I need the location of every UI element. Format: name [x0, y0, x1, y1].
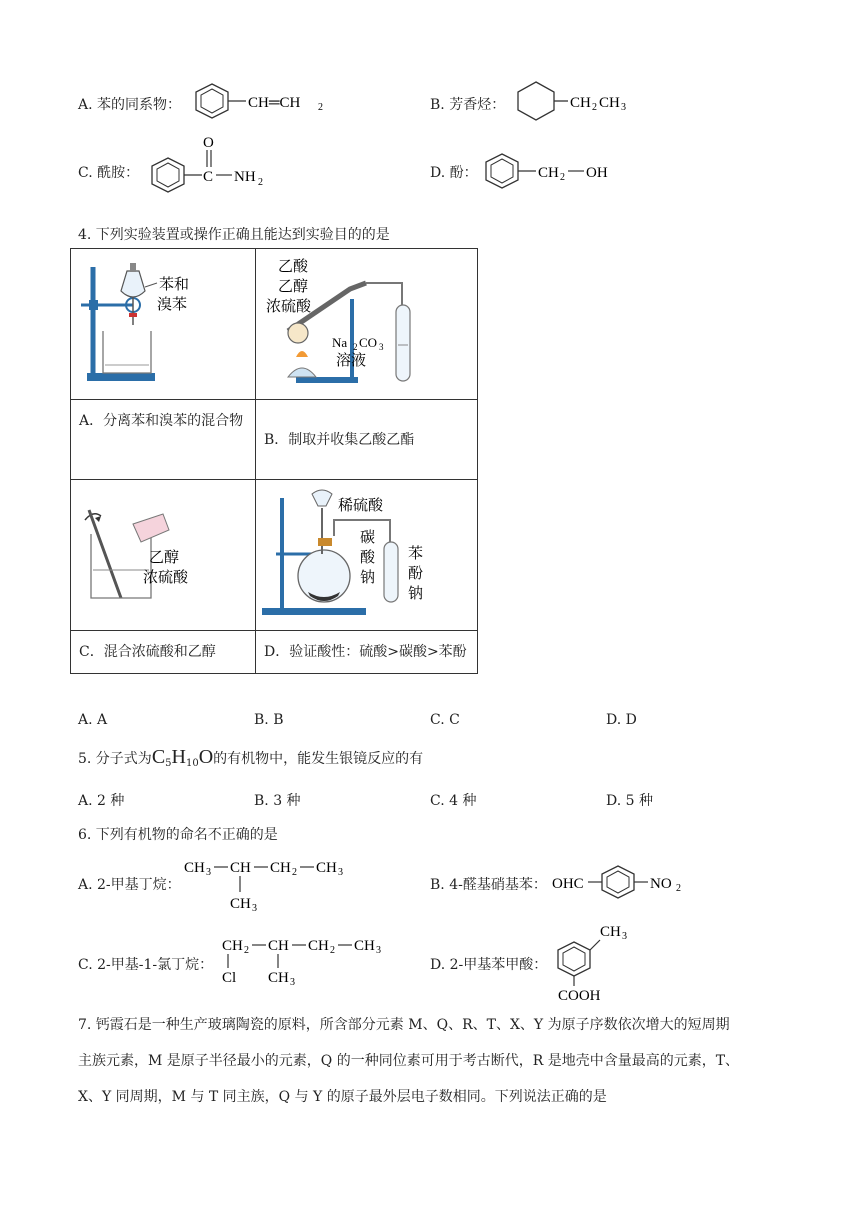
caption-c: C．混合浓硫酸和乙醇 — [71, 631, 256, 674]
q5-option-a: A. 2 种 — [78, 793, 125, 809]
svg-text:2: 2 — [353, 342, 358, 352]
q3-b-label: B. 芳香烃： — [430, 97, 506, 113]
benzamide-structure — [146, 132, 276, 196]
q4-option-d: D. D — [606, 712, 637, 728]
svg-text:3: 3 — [252, 903, 257, 914]
svg-text:溶液: 溶液 — [336, 353, 367, 369]
svg-text:浓硫酸: 浓硫酸 — [266, 299, 312, 315]
svg-text:3: 3 — [622, 931, 627, 942]
svg-text:Cl: Cl — [222, 970, 237, 986]
svg-text:2: 2 — [560, 172, 565, 183]
svg-text:钠: 钠 — [360, 570, 376, 586]
q5-option-c: C. 4 种 — [430, 793, 477, 809]
caption-b: B．制取并收集乙酸乙酯 — [256, 400, 478, 480]
chloromethylbutane-structure — [220, 932, 380, 988]
q4-option-c: C. C — [430, 712, 460, 728]
svg-text:浓硫酸: 浓硫酸 — [143, 570, 189, 586]
separatory-funnel-figure — [71, 249, 255, 395]
svg-text:乙酸: 乙酸 — [278, 259, 309, 275]
svg-text:CH: CH — [600, 924, 621, 940]
q4-option-b: B. B — [254, 712, 284, 728]
caption-a: A．分离苯和溴苯的混合物 — [71, 400, 256, 480]
svg-text:CH: CH — [222, 938, 243, 954]
svg-text:CH: CH — [184, 860, 205, 876]
svg-text:Na: Na — [332, 335, 348, 350]
svg-text:碳: 碳 — [360, 530, 376, 546]
svg-text:CH: CH — [268, 970, 289, 986]
svg-text:OH: OH — [586, 165, 608, 181]
svg-text:2: 2 — [244, 945, 249, 956]
styrene-structure — [190, 80, 340, 122]
svg-text:3: 3 — [621, 102, 626, 113]
svg-text:2: 2 — [330, 945, 335, 956]
styrene-formula: CH═CH — [248, 95, 301, 111]
q3-a-label: A. 苯的同系物： — [78, 97, 182, 113]
svg-text:CH: CH — [599, 95, 620, 111]
mixing-acid-figure — [71, 480, 255, 626]
q6-b-label: B. 4-醛基硝基苯： — [430, 877, 547, 893]
q7-line-2: 主族元素，M 是原子半径最小的元素，Q 的一种同位素可用于考古断代，R 是地壳中含量最高的元素，T、 — [78, 1053, 740, 1069]
svg-text:CH: CH — [230, 896, 251, 912]
q4-option-a: A. A — [78, 712, 108, 728]
q4-stem: 4. 下列实验装置或操作正确且能达到实验目的的是 — [78, 227, 390, 243]
svg-text:3: 3 — [338, 867, 343, 878]
svg-text:乙醇: 乙醇 — [278, 279, 309, 295]
q7-line-1: 7. 钙霞石是一种生产玻璃陶瓷的原料，所含部分元素 M、Q、R、T、X、Y 为原子序数依次增大的短周期 — [78, 1017, 730, 1033]
svg-text:CO: CO — [359, 335, 378, 350]
q6-a-label: A. 2-甲基丁烷： — [78, 877, 181, 893]
svg-text:NH: NH — [234, 169, 256, 185]
benzyl-alcohol-structure — [480, 150, 620, 192]
svg-text:苯和: 苯和 — [159, 277, 190, 293]
q6-c-label: C. 2-甲基-1-氯丁烷： — [78, 957, 214, 973]
nitrobenzaldehyde-structure — [552, 860, 712, 904]
svg-text:钠: 钠 — [408, 586, 424, 602]
ethylcyclohexane-structure — [512, 78, 642, 124]
q5-option-b: B. 3 种 — [254, 793, 301, 809]
svg-text:3: 3 — [376, 945, 381, 956]
svg-text:CH: CH — [354, 938, 375, 954]
svg-text:2: 2 — [292, 867, 297, 878]
svg-text:2: 2 — [676, 883, 681, 894]
svg-text:CH: CH — [230, 860, 251, 876]
svg-text:CH: CH — [570, 95, 591, 111]
svg-text:2: 2 — [592, 102, 597, 113]
methylbenzoic-acid-structure — [544, 916, 664, 1004]
q6-stem: 6. 下列有机物的命名不正确的是 — [78, 827, 278, 843]
caption-d: D．验证酸性：硫酸>碳酸>苯酚 — [256, 631, 478, 674]
svg-text:酸: 酸 — [360, 550, 376, 566]
q6-d-label: D. 2-甲基苯甲酸： — [430, 957, 548, 973]
svg-text:CH: CH — [316, 860, 337, 876]
q5-stem: 5. 分子式为$C_5H_{10}O$的有机物中，能发生银镜反应的有 — [78, 746, 424, 769]
q3-c-label: C. 酰胺： — [78, 165, 140, 181]
svg-text:CH: CH — [268, 938, 289, 954]
svg-text:C: C — [203, 169, 214, 185]
svg-text:CH: CH — [270, 860, 291, 876]
acidity-comparison-figure — [256, 480, 477, 626]
svg-text:稀硫酸: 稀硫酸 — [338, 498, 384, 514]
svg-text:3: 3 — [379, 342, 384, 352]
svg-text:溴苯: 溴苯 — [157, 297, 188, 313]
q4-apparatus-table — [70, 248, 478, 674]
svg-text:CH: CH — [538, 165, 559, 181]
ester-preparation-figure — [256, 249, 477, 395]
svg-text:O: O — [203, 135, 214, 151]
svg-text:NO: NO — [650, 876, 672, 892]
svg-text:苯: 苯 — [408, 546, 424, 562]
svg-text:CH: CH — [308, 938, 329, 954]
svg-text:酚: 酚 — [408, 566, 424, 582]
svg-text:3: 3 — [290, 977, 295, 988]
q3-d-label: D. 酚： — [430, 165, 478, 181]
svg-text:COOH: COOH — [558, 988, 601, 1004]
q5-option-d: D. 5 种 — [606, 793, 653, 809]
svg-text:2: 2 — [258, 177, 263, 188]
svg-text:2: 2 — [318, 102, 323, 113]
methylbutane-structure — [184, 852, 354, 912]
svg-text:3: 3 — [206, 867, 211, 878]
q7-line-3: X、Y 同周期，M 与 T 同主族，Q 与 Y 的原子最外层电子数相同。下列说法正确的是 — [78, 1089, 607, 1105]
svg-text:OHC: OHC — [552, 876, 584, 892]
svg-text:乙醇: 乙醇 — [149, 550, 180, 566]
